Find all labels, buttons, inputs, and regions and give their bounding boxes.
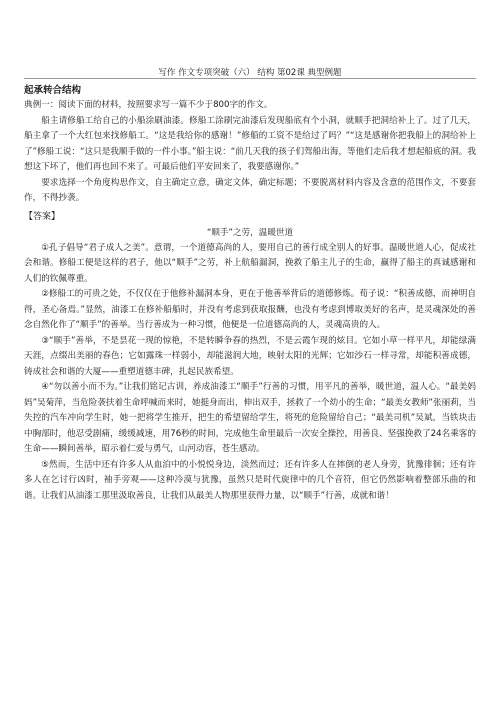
essay-paragraph-4: ④“勿以善小而不为。”让我们铭记古训，养成油漆工“顺手”行善的习惯，用平凡的善举，暖世道，温人心。“最美妈妈”吴菊萍，当危险袭扶着生命呼喊而来时，她挺身而出，伸出双手，拯救了一个幼小的生命；“最美女教师”张丽莉，当失控的汽车冲向学生时，她一把将学生推开，把生的希望留给学生，将死的危险留给自己；“最美司机”吴斌，当铁块击中胸部时，他忍受剧痛，缓缓减速，用76秒的时间，完成他生命里最后一次安全操控，用善良、坚强挽救了24名乘客的生命——瞬间善举，昭示着仁爱与勇气，山河动容，苍生感动。 <box>24 382 476 454</box>
prompt-story: 船主请修船工给自己的小船涂刷油漆。修船工涂刷完油漆后发现船底有个小洞，就顺手把洞给补上了。过了几天，船主拿了一个大红包来找修船工。“这是我给你的感谢！”修船的工资不是给过了吗？”“这是感谢你把我船上的洞给补上了”修船工说：“这只是我顺手做的一件小事。”船主说：“前几天我的孩子们驾船出海，等他们走后我才想起船底的洞。我想这下坏了，他们再也回不来了。可最后他们平安回来了，我要感谢你。” <box>24 115 476 172</box>
header-divider <box>24 78 476 79</box>
answer-label: 【答案】 <box>24 211 61 222</box>
essay-paragraph-3: ③“顺手”善举，不是昙花一现的惊艳，不是转瞬争春的热烈，不是云霞乍现的炫目。它如小草一样平凡，却能绿满天涯，点缀出美丽的春色；它如露珠一样弱小，却能滋润大地，映射太阳的光辉；它如沙石一样寻常，却能积善成德，铸成社会和谐的大厦——重塑道德丰碑，扎起民族希望。 <box>24 335 476 377</box>
essay-paragraph-2: ②修船工的可贵之处，不仅仅在于他修补漏洞本身，更在于他善举背后的道德修炼。荀子说：“积善成德，而神明自得，圣心备焉。”显然，油漆工在修补船船时，并没有考虑到获取报酬，也没有考虑到博取美好的名声，是灵魂深处的善念自然化作了“顺手”的善举。当行善成为一种习惯，他便是一位道德高尚的人，灵魂高贵的人。 <box>24 289 476 330</box>
document-body <box>24 84 476 504</box>
essay-title: “顺手”之劳，温暖世道 <box>206 227 294 238</box>
prompt-intro: 典例一：阅读下面的材料，按照要求写一篇不少于800字的作文。 <box>24 100 273 110</box>
essay-paragraph-5: ⑤然而，生活中还有许多人从血泊中的小悦悦身边，淡然而过；还有许多人在摔倒的老人身旁，犹豫徘徊；还有许多人在乞讨行凶时，袖手旁观——这种冷漠与犹豫，虽然只是时代旋律中的几个音符，但它仍然影响着整部乐曲的和谐。让我们从油漆工那里汲取善良，让我们从最美人物那里获得力量，以“顺手”行善，成就和谐！ <box>24 459 476 501</box>
essay-paragraph-1: ①孔子倡导“君子成人之美”。意谓，一个道德高尚的人，要用自己的善行成全别人的好事。温暖世道人心，促成社会和谐。修船工便是这样的君子，他以“顺手”之劳，补上航船漏洞，挽救了船主儿子的生命，赢得了船主的真诚感谢和人们的钦佩尊重。 <box>24 242 476 284</box>
prompt-requirement: 要求选择一个角度构思作文，自主确定立意，确定文体，确定标题；不要脱离材料内容及含意的范围作文，不要套作，不得抄袭。 <box>24 177 476 203</box>
running-header: 写作 作文专项突破（六） 结构 第02课 典型例题 <box>158 68 342 78</box>
section-title: 起承转合结构 <box>24 85 82 96</box>
